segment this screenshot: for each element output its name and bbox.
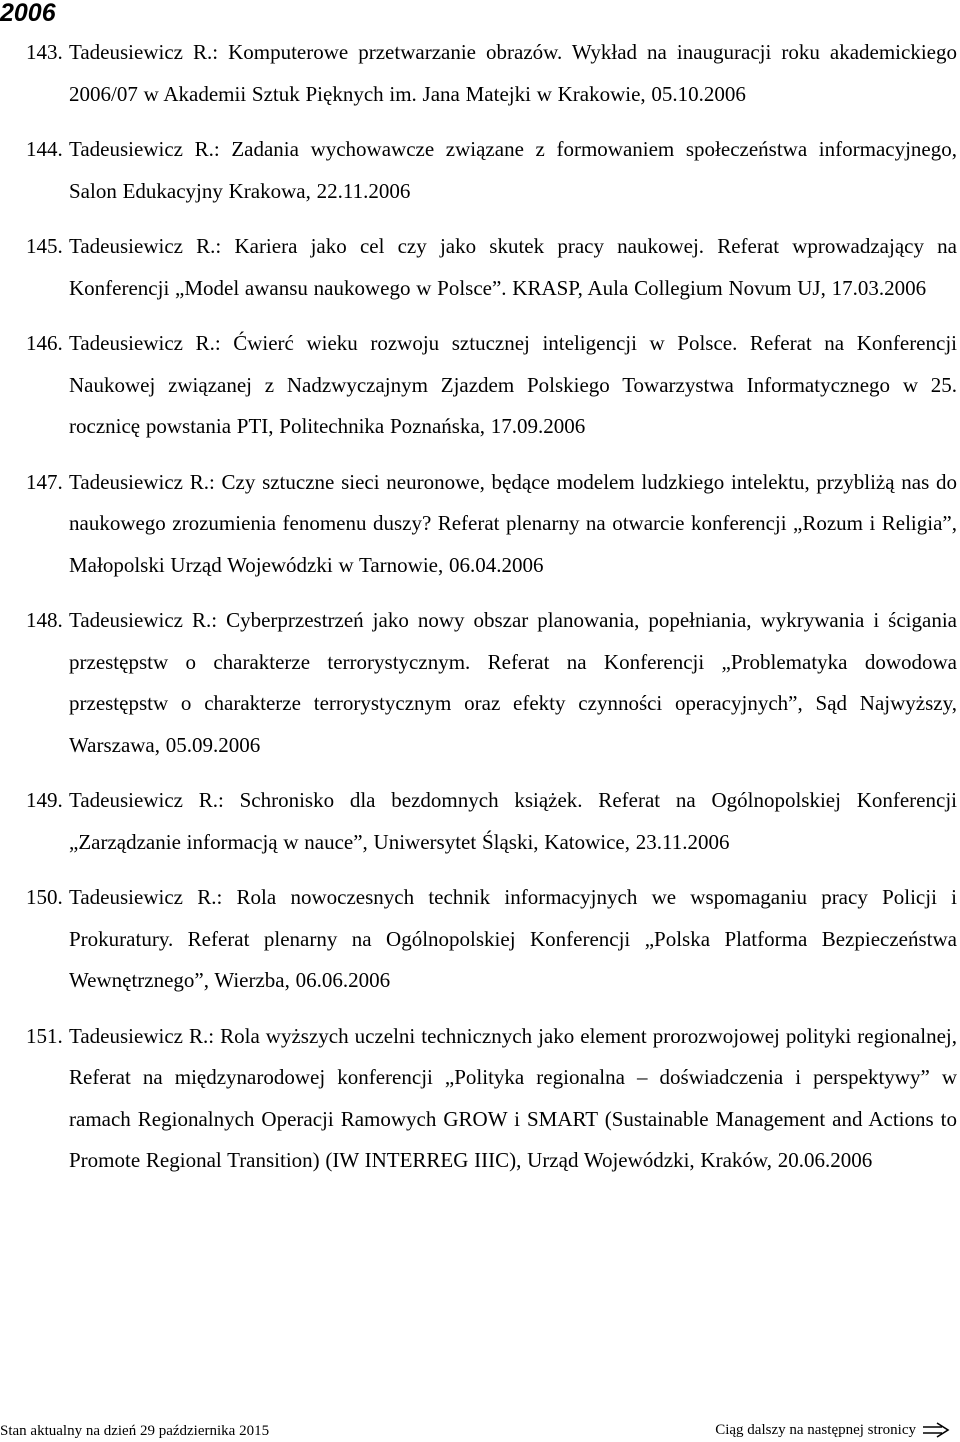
entry-number: 151. bbox=[26, 1023, 63, 1048]
list-item bbox=[26, 600, 957, 766]
footer-continued bbox=[715, 1419, 950, 1441]
list-item bbox=[26, 32, 957, 115]
list-item bbox=[26, 1016, 957, 1182]
entry-text: Tadeusiewicz R.: Czy sztuczne sieci neuronowe, będące modelem ludzkiego intelektu, przybliżą nas do naukowego zrozumienia fenomenu duszy? Referat plenarny na otwarcie konferencji „Rozum i Religia”, Małopolski Urząd Wojewódzki w Tarnowie, 06.04.2006 bbox=[69, 469, 957, 577]
list-item bbox=[26, 323, 957, 448]
entry-text: Tadeusiewicz R.: Komputerowe przetwarzanie obrazów. Wykład na inauguracji roku akademickiego 2006/07 w Akademii Sztuk Pięknych im. Jana Matejki w Krakowie, 05.10.2006 bbox=[69, 40, 957, 106]
entry-text: Tadeusiewicz R.: Rola nowoczesnych technik informacyjnych we wspomaganiu pracy Policji i Prokuratury. Referat plenarny na Ogólnopolskiej Konferencji „Polska Platforma Bezpieczeństwa Wewnętrznego”, Wierzba, 06.06.2006 bbox=[69, 885, 957, 992]
entry-number: 149. bbox=[26, 788, 63, 812]
entry-number: 150. bbox=[26, 885, 63, 909]
footer-status: Stan aktualny na dzień 29 października 2015 bbox=[0, 1423, 270, 1439]
entry-text: Tadeusiewicz R.: Zadania wychowawcze związane z formowaniem społeczeństwa informacyjnego, Salon Edukacyjny Krakowa, 22.11.2006 bbox=[69, 137, 957, 203]
year-heading: 2006 bbox=[0, 0, 56, 27]
entry-number: 144. bbox=[26, 137, 63, 161]
continued-label: Ciąg dalszy na następnej stronicy bbox=[715, 1422, 916, 1438]
entry-text: Tadeusiewicz R.: Kariera jako cel czy jako skutek pracy naukowej. Referat wprowadzający na Konferencji „Model awansu naukowego w Polsce”. KRASP, Aula Collegium Novum UJ, 17.03.2006 bbox=[69, 234, 957, 300]
publication-list bbox=[26, 32, 957, 1196]
entry-text: Tadeusiewicz R.: Rola wyższych uczelni technicznych jako element prorozwojowej polityki regionalnej, Referat na międzynarodowej konferencji „Polityka regionalna – doświadczenia i perspektywy” w ramach Regionalnych Operacji Ramowych GROW i SMART (Sustainable Management and Actions to Promote Regional Transition) (IW INTERREG IIIC), Urząd Wojewódzki, Kraków, 20.06.2006 bbox=[69, 1023, 957, 1172]
entry-number: 145. bbox=[26, 234, 63, 258]
entry-number: 146. bbox=[26, 331, 63, 355]
list-item bbox=[26, 462, 957, 587]
double-arrow-right-icon bbox=[922, 1422, 950, 1438]
list-item bbox=[26, 226, 957, 309]
entry-text: Tadeusiewicz R.: Schronisko dla bezdomnych książek. Referat na Ogólnopolskiej Konferencji „Zarządzanie informacją w nauce”, Uniwersytet Śląski, Katowice, 23.11.2006 bbox=[69, 788, 957, 854]
list-item bbox=[26, 877, 957, 1002]
entry-number: 147. bbox=[26, 469, 63, 494]
entry-number: 143. bbox=[26, 40, 63, 64]
list-item bbox=[26, 780, 957, 863]
entry-text: Tadeusiewicz R.: Ćwierć wieku rozwoju sztucznej inteligencji w Polsce. Referat na Konferencji Naukowej związanej z Nadzwyczajnym Zjazdem Polskiego Towarzystwa Informatycznego w 25. rocznicę powstania PTI, Politechnika Poznańska, 17.09.2006 bbox=[69, 331, 957, 438]
entry-text: Tadeusiewicz R.: Cyberprzestrzeń jako nowy obszar planowania, popełniania, wykrywania i ścigania przestępstw o charakterze terrorystycznym. Referat na Konferencji „Problematyka dowodowa przestępstw o charakterze terrorystycznym oraz efekty czynności operacyjnych”, Sąd Najwyższy, Warszawa, 05.09.2006 bbox=[69, 608, 957, 757]
entry-number: 148. bbox=[26, 608, 63, 632]
list-item bbox=[26, 129, 957, 212]
